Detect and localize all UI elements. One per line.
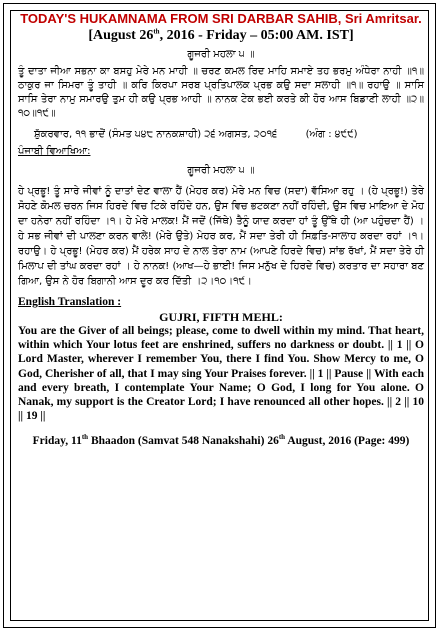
footer-date-middle: Bhaadon (Samvat 548 Nanakshahi) 26	[88, 435, 279, 448]
gurbani-text: ਤੂੰ ਦਾਤਾ ਜੀਆ ਸਭਨਾ ਕਾ ਬਸਹੁ ਮੇਰੇ ਮਨ ਮਾਹੀ ॥ ਚਰਣ ਕਮਲ ਰਿਦ ਮਾਹਿ ਸਮਾਏ ਤਹ ਭਰਮੁ ਅੰਧੇਰਾ ਨਾਹੀ ॥੧॥ ਠਾਕੁਰ ਜਾ ਸਿਮਰਾ ਤੂੰ ਤਾਹੀ ॥ ਕਰਿ ਕਿਰਪਾ ਸਰਬ ਪ੍ਰਤਿਪਾਲਕ ਪ੍ਰਭ ਕਉ ਸਦਾ ਸਲਾਹੀ ॥੧॥ ਰਹਾਉ ॥ ਸਾਸਿ ਸਾਸਿ ਤੇਰਾ ਨਾਮੁ ਸਮਾਰਉ ਤੁਮ ਹੀ ਕਉ ਪ੍ਰਭ ਆਹੀ ॥ ਨਾਨਕ ਟੇਕ ਭਈ ਕਰਤੇ ਕੀ ਹੋਰ ਆਸ ਬਿਡਾਣੀ ਲਾਹੀ ॥੨॥੧੦॥੧੯॥	[18, 66, 424, 119]
punjabi-heading: ਪੰਜਾਬੀ ਵਿਆਖਿਆ:	[18, 146, 91, 157]
date-heading-start: [August 26	[88, 28, 154, 43]
footer-suffix-2: th	[278, 433, 286, 442]
date-heading	[18, 27, 424, 44]
footer-date-start: Friday, 11	[32, 435, 82, 448]
date-heading-end: , 2016 - Friday – 05:00 AM. IST]	[159, 28, 354, 43]
punjabi-explanation: ਹੇ ਪ੍ਰਭੂ! ਤੂੰ ਸਾਰੇ ਜੀਵਾਂ ਨੂੰ ਦਾਤਾਂ ਦੇਣ ਵਾਲਾ ਹੈਂ (ਮੇਹਰ ਕਰ) ਮੇਰੇ ਮਨ ਵਿਚ (ਸਦਾ) ਵੱਸਿਆ ਰਹੁ । (ਹੇ ਪ੍ਰਭੂ!) ਤੇਰੇ ਸੋਹਣੇ ਕੋਮਲ ਚਰਨ ਜਿਸ ਹਿਰਦੇ ਵਿਚ ਟਿਕੇ ਰਹਿੰਦੇ ਹਨ, ਉਸ ਵਿਚ ਭਟਕਣਾ ਨਹੀਂ ਰਹਿੰਦੀ, ਉਸ ਵਿਚ ਮਾਇਆ ਦੇ ਮੋਹ ਦਾ ਹਨੇਰਾ ਨਹੀਂ ਰਹਿੰਦਾ ।੧। ਹੇ ਮੇਰੇ ਮਾਲਕ! ਮੈਂ ਜਦੋਂ (ਜਿੱਥੇ) ਤੈਨੂੰ ਯਾਦ ਕਰਦਾ ਹਾਂ ਤੂੰ ਉੱਥੇ ਹੀ (ਆ ਪਹੁੰਚਦਾ ਹੈਂ) । ਹੇ ਸਭ ਜੀਵਾਂ ਦੀ ਪਾਲਣਾ ਕਰਨ ਵਾਲੇ! (ਮੇਰੇ ਉਤੇ) ਮੇਹਰ ਕਰ, ਮੈਂ ਸਦਾ ਤੇਰੀ ਹੀ ਸਿਫ਼ਤਿ-ਸਾਲਾਹ ਕਰਦਾ ਰਹਾਂ ।੧।ਰਹਾਉ। ਹੇ ਪ੍ਰਭੂ! (ਮੇਹਰ ਕਰ) ਮੈਂ ਹਰੇਕ ਸਾਹ ਦੇ ਨਾਲ ਤੇਰਾ ਨਾਮ (ਆਪਣੇ ਹਿਰਦੇ ਵਿਚ) ਸਾਂਭ ਰੱਖਾਂ, ਮੈਂ ਸਦਾ ਤੇਰੇ ਹੀ ਮਿਲਾਪ ਦੀ ਤਾਂਘ ਕਰਦਾ ਰਹਾਂ । ਹੇ ਨਾਨਕ! (ਆਖ—ਹੇ ਭਾਈ! ਜਿਸ ਮਨੁੱਖ ਦੇ ਹਿਰਦੇ ਵਿਚ) ਕਰਤਾਰ ਦਾ ਸਹਾਰਾ ਬਣ ਗਿਆ, ਉਸ ਨੇ ਹੋਰ ਬਿਗਾਨੀ ਆਸ ਦੂਰ ਕਰ ਦਿੱਤੀ ।੨।੧੦।੧੯।	[18, 186, 424, 287]
date-heading-suffix: th	[153, 27, 160, 36]
english-heading: English Translation :	[18, 296, 122, 308]
punjabi-date-line	[18, 128, 424, 142]
gurbani-raag: ਗੂਜਰੀ ਮਹਲਾ ੫ ॥	[187, 49, 255, 60]
english-translation: You are the Giver of all beings; please, come to dwell within my mind. That heart, within which Your lotus feet are enshrined, suffers no darkness or doubt. || 1 || O Lord Master, wherever I remember You, there I find You. Show Mercy to me, O God, Cherisher of all, that I may sing Your Praises forever. || 1 || Pause || With each and every breath, I contemplate Your Name; O God, I long for You alone. O Nanak, my support is the Creator Lord; I have renounced all other hopes. || 2 || 10 || 19 ||	[18, 325, 424, 423]
hukamnama-document	[18, 11, 424, 448]
footer-date	[18, 434, 424, 448]
punjabi-raag: ਗੂਜਰੀ ਮਹਲਾ ੫ ॥	[187, 165, 255, 176]
footer-suffix-1: th	[81, 433, 89, 442]
page-title: TODAY'S HUKAMNAMA FROM SRI DARBAR SAHIB, Sri Amritsar.	[20, 11, 422, 26]
ang-number: (ਅੰਗ : ੪੯੯)	[305, 129, 358, 140]
english-raag: GUJRI, FIFTH MEHL:	[159, 310, 283, 324]
punjabi-date: ਸ਼ੁੱਕਰਵਾਰ, ੧੧ ਭਾਦੋਂ (ਸੰਮਤ ੫੪੮ ਨਾਨਕਸ਼ਾਹੀ) ੨੬ ਅਗਸਤ, ੨੦੧੬	[34, 129, 278, 140]
footer-date-end: August, 2016 (Page: 499)	[285, 435, 410, 448]
